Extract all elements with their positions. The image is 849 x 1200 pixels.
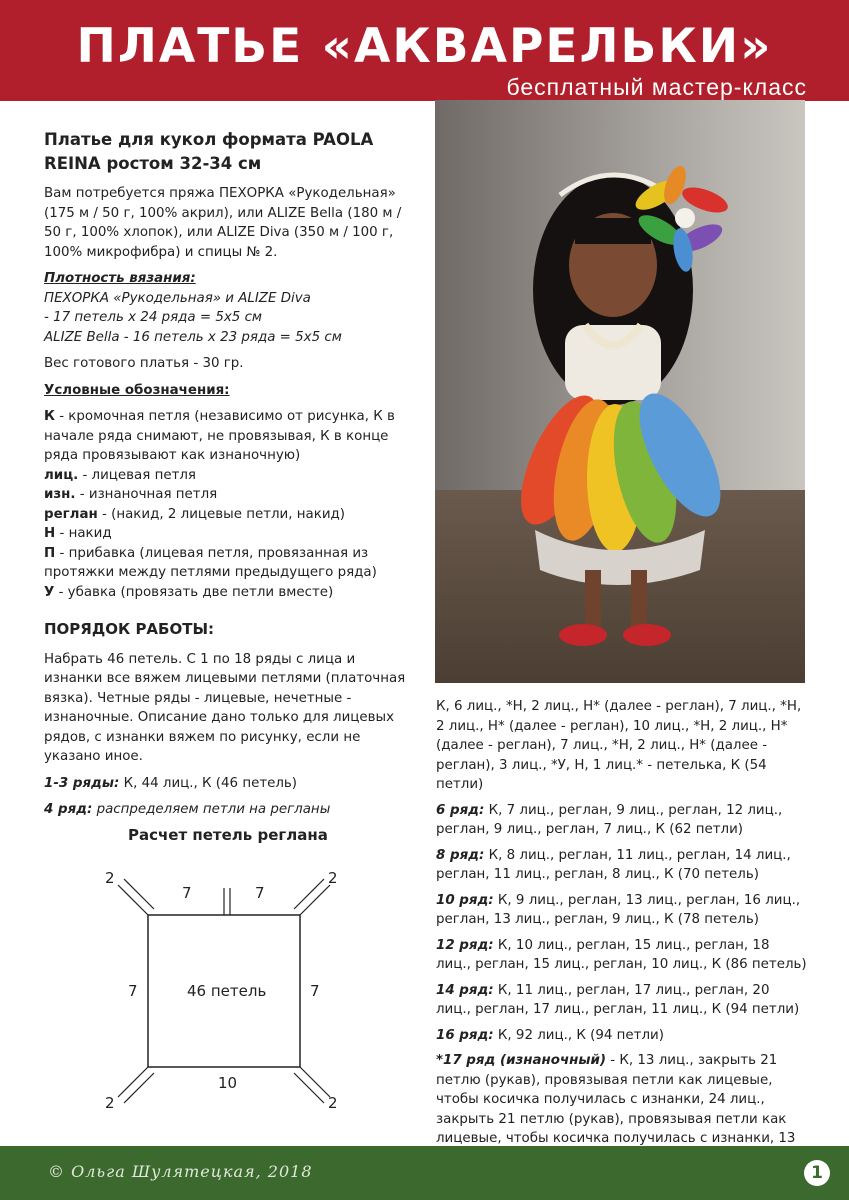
density-line: - 17 петель х 24 ряда = 5х5 см	[44, 310, 263, 325]
page-number: 1	[804, 1160, 830, 1186]
author-credit: © Ольга Шулятецкая, 2018	[48, 1162, 313, 1181]
row-1-3: 1-3 ряды: К, 44 лиц., К (46 петель)	[44, 775, 298, 791]
page-header	[0, 0, 849, 101]
density-line: ALIZE Bella - 16 петель х 23 ряда = 5х5 см	[44, 329, 342, 345]
page-footer	[0, 1146, 849, 1200]
left-column	[44, 128, 416, 827]
legend-item: лиц. - лицевая петля	[44, 467, 196, 483]
legend-item: У - убавка (провязать две петли вместе)	[44, 584, 334, 600]
right-column	[436, 697, 808, 1174]
weight-text: Вес готового платья - 30 гр.	[44, 356, 244, 371]
corner-label: 2	[328, 869, 338, 887]
top-left-count: 7	[182, 884, 192, 902]
row-10: 10 ряд: К, 9 лиц., реглан, 13 лиц., реглан, 16 лиц., реглан, 13 лиц., реглан, 9 лиц., К (78 петель)	[436, 892, 801, 927]
legend-item: Н - накид	[44, 526, 112, 541]
doll-photo	[435, 100, 805, 683]
work-intro: Набрать 46 петель. С 1 по 18 ряды с лица и изнанки все вяжем лицевыми петлями (платочная вязка). Четные ряды - лицевые, нечетные - изнаночные. Описание дано только для лицевых рядов, с изнанки вяжем по рисунку, если не указано иное.	[44, 651, 406, 764]
page-title: ПЛАТЬЕ «АКВАРЕЛЬКИ»	[76, 19, 773, 74]
left-count: 7	[128, 982, 138, 1000]
corner-label: 2	[105, 869, 115, 887]
row-4: 4 ряд: распределяем петли на регланы	[44, 802, 331, 817]
legend-item: П - прибавка (лицевая петля, провязанная из протяжки между петлями предыдущего ряда)	[44, 545, 377, 580]
density-line: ПЕХОРКА «Рукодельная» и ALIZE Diva	[44, 290, 311, 306]
diagram-title: Расчет петель реглана	[128, 826, 328, 844]
row-12: 12 ряд: К, 10 лиц., реглан, 15 лиц., реглан, 18 лиц., реглан, 15 лиц., реглан, 10 лиц., К (86 петель)	[436, 937, 807, 972]
row-17: *17 ряд (изнаночный) - К, 13 лиц., закрыть 21 петлю (рукав), провязывая петли как лицевые, чтобы косичка получилась с изнанки, 24 лиц., закрыть 21 петлю (рукав), провязывая петли как лицевые, чтобы косичка получилась с изнанки, 13	[436, 1053, 796, 1146]
legend-heading: Условные обозначения:	[44, 382, 230, 398]
row-8: 8 ряд: К, 8 лиц., реглан, 11 лиц., реглан, 14 лиц., реглан, 11 лиц., реглан, 8 лиц., К (70 петель)	[436, 847, 791, 882]
row-14: 14 ряд: К, 11 лиц., реглан, 17 лиц., реглан, 20 лиц., реглан, 17 лиц., реглан, 11 лиц., К (94 петли)	[436, 982, 800, 1017]
bottom-count: 10	[218, 1074, 238, 1092]
raglan-diagram	[90, 858, 370, 1128]
intro-title: Платье для кукол формата PAOLA REINA ростом 32-34 см	[44, 130, 374, 173]
materials-text: Вам потребуется пряжа ПЕХОРКА «Рукодельная» (175 м / 50 г, 100% акрил), или ALIZE Bella (180 м / 50 г, 100% хлопок), или ALIZE Diva (350 м / 100 г, 100% микрофибра) и спицы № 2.	[44, 186, 402, 260]
density-block	[44, 269, 416, 347]
row-6: 6 ряд: К, 7 лиц., реглан, 9 лиц., реглан, 12 лиц., реглан, 9 лиц., реглан, 7 лиц., К (62 петли)	[436, 802, 783, 837]
row-16: 16 ряд: К, 92 лиц., К (94 петли)	[436, 1027, 664, 1043]
page-subtitle: бесплатный мастер-класс	[506, 74, 807, 100]
legend-list	[44, 407, 416, 602]
legend-item: К - кромочная петля (независимо от рисунка, К в начале ряда снимают, не провязывая, К в конце ряда провязывают как изнаночную)	[44, 409, 395, 463]
right-count: 7	[310, 982, 320, 1000]
legend-item: реглан - (накид, 2 лицевые петли, накид)	[44, 506, 346, 522]
density-heading: Плотность вязания:	[44, 271, 196, 286]
top-right-count: 7	[255, 884, 265, 902]
center-count: 46 петель	[187, 982, 267, 1000]
legend-item: изн. - изнаночная петля	[44, 487, 218, 502]
work-heading: ПОРЯДОК РАБОТЫ:	[44, 620, 215, 638]
corner-label: 2	[105, 1094, 115, 1112]
row-5: К, 6 лиц., *Н, 2 лиц., Н* (далее - реглан), 7 лиц., *Н, 2 лиц., Н* (далее - реглан), 10 лиц., *Н, 2 лиц., Н* (далее - реглан), 7 лиц., *Н, 2 лиц., Н* (далее - реглан), 3 лиц., *У, Н, 1 лиц.* - петелька, К (54 петли)	[436, 699, 802, 792]
corner-label: 2	[328, 1094, 338, 1112]
